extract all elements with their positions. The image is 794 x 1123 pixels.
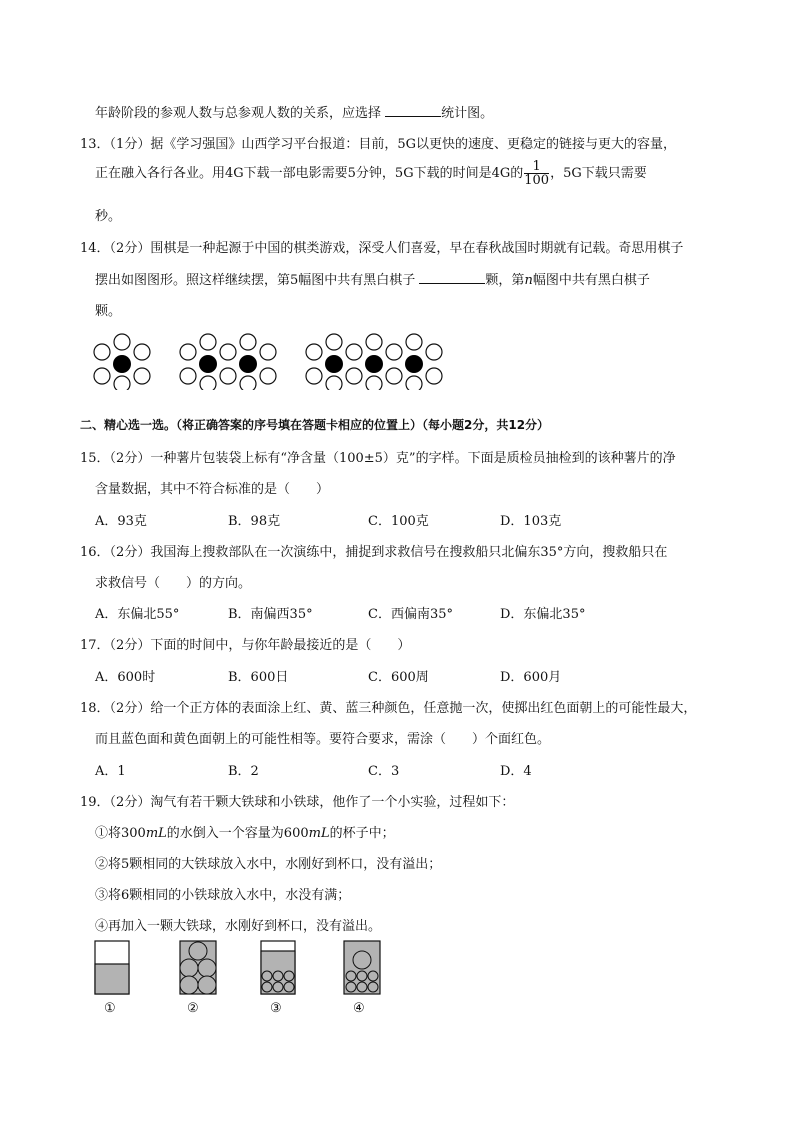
q19-step1: ①将300mL的水倒入一个容量为600mL的杯子中；: [95, 826, 395, 841]
big-ball: [198, 976, 216, 994]
white-stone: [220, 368, 236, 384]
big-ball: [180, 976, 198, 994]
white-stone: [426, 344, 442, 360]
white-stone: [260, 368, 276, 384]
cup-2: [180, 941, 216, 994]
white-stone: [326, 334, 342, 350]
white-stone: [94, 344, 110, 360]
white-stone: [346, 344, 362, 360]
q17-option-a: A．600时: [95, 670, 156, 685]
cup-label-2: ②: [187, 1001, 199, 1016]
black-stone: [199, 355, 217, 373]
small-ball: [273, 982, 283, 992]
white-stone: [240, 334, 256, 350]
cup-3: [261, 941, 295, 994]
big-ball: [180, 959, 198, 977]
white-stone: [386, 344, 402, 360]
small-ball: [346, 971, 356, 981]
q13-line1: 13．（1分）据《学习强国》山西学习平台报道：目前，5G以更快的速度、更稳定的链接与更大的容量，: [80, 137, 676, 152]
black-stone: [365, 355, 383, 373]
q14-line1: 14．（2分）围棋是一种起源于中国的棋类游戏，深受人们喜爱，早在春秋战国时期就有记载。奇思用棋子: [80, 241, 684, 256]
q16-option-d: D．东偏北35°: [500, 607, 586, 622]
q13-line2: 正在融入各行各业。用4G下载一部电影需要5分钟，5G下载的时间是4G的 $\frac{1}{100}$ ，5G下载只需要: [95, 159, 647, 188]
white-stone: [426, 368, 442, 384]
cup-label-1: ①: [104, 1001, 116, 1016]
black-stone: [239, 355, 257, 373]
small-ball: [284, 982, 294, 992]
q18-option-b: B．2: [228, 764, 259, 779]
white-stone: [386, 368, 402, 384]
small-ball: [368, 982, 378, 992]
big-ball: [189, 942, 207, 960]
q16-option-c: C．西偏南35°: [368, 607, 453, 622]
q19-step3: ③将6颗相同的小铁球放入水中，水没有满；: [95, 888, 351, 903]
white-stone: [134, 344, 150, 360]
cup-label-3: ③: [270, 1001, 282, 1016]
go-stones-figure: [90, 330, 450, 390]
fraction: $\frac{1}{100}$: [524, 159, 550, 188]
white-stone: [200, 334, 216, 350]
cups-figure: [90, 940, 390, 1000]
cup-1: [95, 941, 129, 994]
cup-label-4: ④: [353, 1001, 365, 1016]
q18-line1: 18．（2分）给一个正方体的表面涂上红、黄、蓝三种颜色，任意抛一次，使掷出红色面朝上的可能性最大，: [80, 701, 697, 716]
cup-4: [344, 941, 380, 994]
black-stone: [113, 355, 131, 373]
q15-option-d: D．103克: [500, 514, 562, 529]
white-stone: [134, 368, 150, 384]
white-stone: [180, 344, 196, 360]
small-ball: [262, 982, 272, 992]
q19-step4: ④再加入一颗大铁球，水刚好到杯口，没有溢出。: [95, 919, 382, 934]
q17-option-d: D．600月: [500, 670, 562, 685]
q15-option-a: A．93克: [95, 514, 147, 529]
small-ball: [357, 971, 367, 981]
section-heading: 二、精心选一选。（将正确答案的序号填在答题卡相应的位置上）（每小题2分，共12分）: [80, 418, 550, 432]
q16-line2: 求救信号（ ）的方向。: [95, 576, 252, 591]
q15-line1: 15．（2分）一种薯片包装袋上标有“净含量（100±5）克”的字样。下面是质检员抽检到的该种薯片的净: [80, 451, 676, 466]
white-stone: [306, 344, 322, 360]
q12-text: 年龄阶段的参观人数与总参观人数的关系，应选择 统计图。: [95, 106, 494, 121]
q19-line1: 19．（2分）淘气有若干颗大铁球和小铁球，他作了一个小实验，过程如下：: [80, 795, 515, 810]
big-ball: [198, 959, 216, 977]
white-stone: [326, 376, 342, 390]
white-stone: [240, 376, 256, 390]
q14-line2: 摆出如图图形。照这样继续摆，第5幅图中共有黑白棋子 颗，第n幅图中共有黑白棋子: [95, 273, 650, 288]
small-ball: [262, 971, 272, 981]
white-stone: [200, 376, 216, 390]
small-ball: [284, 971, 294, 981]
white-stone: [114, 334, 130, 350]
answer-blank: [385, 116, 441, 117]
white-stone: [94, 368, 110, 384]
white-stone: [366, 334, 382, 350]
white-stone: [220, 344, 236, 360]
small-ball: [346, 982, 356, 992]
answer-blank: [419, 283, 485, 284]
white-stone: [306, 368, 322, 384]
white-stone: [180, 368, 196, 384]
small-ball: [273, 971, 283, 981]
white-stone: [346, 368, 362, 384]
q18-option-d: D．4: [500, 764, 532, 779]
white-stone: [406, 376, 422, 390]
q17-line1: 17．（2分）下面的时间中，与你年龄最接近的是（ ）: [80, 638, 411, 653]
q15-option-c: C．100克: [368, 514, 429, 529]
big-ball: [353, 951, 371, 969]
white-stone: [366, 376, 382, 390]
q18-option-c: C．3: [368, 764, 400, 779]
q18-line2: 而且蓝色面和黄色面朝上的可能性相等。要符合要求，需涂（ ）个面红色。: [95, 732, 551, 747]
q16-line1: 16．（2分）我国海上搜救部队在一次演练中，捕捉到求救信号在搜救船只北偏东35°方向，搜救船只在: [80, 545, 668, 560]
q13-line3: 秒。: [95, 209, 122, 224]
black-stone: [405, 355, 423, 373]
q19-step2: ②将5颗相同的大铁球放入水中，水刚好到杯口，没有溢出；: [95, 857, 442, 872]
q16-option-b: B．南偏西35°: [228, 607, 313, 622]
small-ball: [368, 971, 378, 981]
q14-line3: 颗。: [95, 304, 122, 319]
white-stone: [114, 376, 130, 390]
white-stone: [260, 344, 276, 360]
white-stone: [406, 334, 422, 350]
q15-option-b: B．98克: [228, 514, 281, 529]
q17-option-b: B．600日: [228, 670, 289, 685]
q17-option-c: C．600周: [368, 670, 429, 685]
black-stone: [325, 355, 343, 373]
q15-line2: 含量数据，其中不符合标准的是（ ）: [95, 482, 330, 497]
q16-option-a: A．东偏北55°: [95, 607, 180, 622]
small-ball: [357, 982, 367, 992]
q18-option-a: A．1: [95, 764, 126, 779]
